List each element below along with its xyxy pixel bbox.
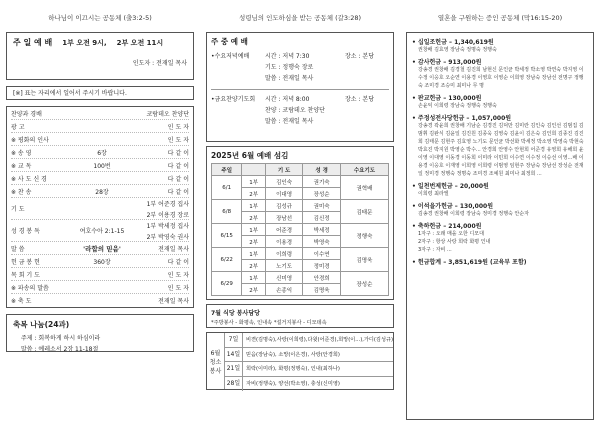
friday-rows bbox=[211, 89, 389, 126]
weekday-row bbox=[211, 72, 389, 83]
offering-item bbox=[412, 93, 588, 110]
roster-bible: 박세정 bbox=[303, 224, 341, 236]
offering-title: • 감사헌금 – 913,000원 bbox=[412, 59, 482, 66]
roster-date: 6/1 bbox=[212, 176, 242, 200]
order-item-person bbox=[133, 257, 189, 266]
cleaning-detail: 희락(이미라), 화평(정행숙), 인내(최하나) bbox=[245, 366, 340, 373]
order-item-name: ※ 사 도 신 경 bbox=[11, 175, 47, 183]
order-item-name: 성 경 봉 독 bbox=[11, 228, 40, 235]
roster-prayer: 이용경 bbox=[265, 236, 303, 248]
order-person-1: 인 도 자 bbox=[167, 136, 189, 144]
offering-body: 손윤익 이희령 장남숙 정행숙 정행숙 bbox=[418, 103, 497, 109]
standing-note: [※] 표는 자리에서 일어서 주시기 바랍니다. bbox=[13, 90, 127, 97]
offering-item bbox=[412, 113, 588, 178]
roster-part: 1부 bbox=[242, 272, 265, 284]
wednesday-rows bbox=[211, 50, 389, 83]
order-item-person bbox=[133, 244, 189, 253]
roster-row bbox=[212, 248, 389, 260]
weekday-place: 장소 : 본당 bbox=[345, 96, 375, 103]
cleaning-date: 21일 bbox=[225, 362, 243, 376]
order-item-person bbox=[133, 174, 189, 183]
roster-row bbox=[212, 224, 389, 236]
roster-part: 1부 bbox=[242, 224, 265, 236]
order-item-name: ※ 파송의 말씀 bbox=[11, 284, 49, 292]
offering-item bbox=[412, 257, 588, 266]
weekday-place: 장소 : 본당 bbox=[345, 53, 375, 60]
order-person-1: 전재일 목사 bbox=[158, 245, 189, 253]
order-item-person bbox=[133, 148, 189, 157]
offering-title: • 일천번제헌금 – 20,000원 bbox=[412, 183, 489, 190]
weekday-info: 말씀 : 전재일 목사 bbox=[265, 118, 314, 125]
weekday-info: 시간 : 저녁 7:30 bbox=[265, 53, 310, 60]
order-item-person bbox=[133, 122, 189, 131]
june-roster-table bbox=[211, 163, 389, 296]
order-of-service bbox=[6, 106, 194, 308]
order-row bbox=[11, 242, 189, 255]
cleaning-date: 7일 bbox=[225, 333, 243, 347]
order-person-1: 다 같 이 bbox=[167, 258, 189, 266]
offering-item bbox=[412, 201, 588, 218]
roster-prayer: 신미영 bbox=[265, 272, 303, 284]
offering-title: • 판교헌금 – 130,000원 bbox=[412, 95, 482, 102]
cleaning-row bbox=[225, 333, 393, 348]
june-roster-title: 2025년 6월 예배 섬김 bbox=[211, 151, 289, 160]
june-roster-box bbox=[206, 146, 394, 300]
cleaning-row bbox=[225, 348, 393, 363]
order-row bbox=[11, 120, 189, 133]
weekday-row bbox=[211, 93, 389, 104]
order-item-detail: 360장 bbox=[93, 258, 111, 266]
order-row bbox=[11, 268, 189, 281]
weekday-info: 기도 : 정행숙 장로 bbox=[265, 64, 314, 71]
roster-bible: 장성순 bbox=[303, 188, 341, 200]
weekday-info: 말씀 : 전재일 목사 bbox=[265, 75, 314, 82]
order-item-name: 헌 금 봉 헌 bbox=[11, 258, 40, 266]
offering-item bbox=[412, 57, 588, 90]
order-person-2: 2부 이용경 장로 bbox=[146, 211, 189, 219]
roster-prayer: 어준경 bbox=[265, 224, 303, 236]
order-item-name: ※ 교 독 bbox=[11, 162, 32, 170]
order-person-1: 다 같 이 bbox=[167, 188, 189, 196]
service-june-box bbox=[206, 332, 394, 390]
column-header: 성령님의 인도하심을 받는 공동체 (갈3:28) bbox=[238, 14, 362, 22]
order-row bbox=[11, 294, 189, 307]
order-row bbox=[11, 281, 189, 294]
order-person-1: 다 같 이 bbox=[167, 162, 189, 170]
order-item-person bbox=[133, 296, 189, 305]
blessing-topic: 주제 : 회복하게 하시 하심이라 bbox=[21, 335, 101, 342]
roster-bible: 권기숙 bbox=[303, 176, 341, 188]
order-item-person bbox=[133, 135, 189, 144]
order-item-detail: 100번 bbox=[93, 162, 111, 170]
weekday-service-name: •금요찬양기도회 bbox=[211, 96, 256, 103]
offering-body: 김송경 권창배 이희령 장남숙 정미경 정행숙 안순자 bbox=[418, 211, 529, 217]
weekday-row bbox=[211, 104, 389, 115]
offering-item bbox=[412, 37, 588, 54]
roster-part: 2부 bbox=[242, 260, 265, 272]
roster-row bbox=[212, 176, 389, 188]
roster-row bbox=[212, 272, 389, 284]
roster-part: 1부 bbox=[242, 248, 265, 260]
order-item-detail: 28장 bbox=[95, 188, 109, 196]
order-row bbox=[11, 133, 189, 146]
order-row bbox=[11, 255, 189, 268]
order-person-1: 인 도 자 bbox=[167, 271, 189, 279]
roster-bible: 이수연 bbox=[303, 248, 341, 260]
roster-prayer: 손종익 bbox=[265, 284, 303, 296]
weekday-worship-box bbox=[206, 32, 394, 142]
worship-time-1: 1부 오전 9시, bbox=[62, 38, 107, 47]
roster-part: 2부 bbox=[242, 236, 265, 248]
order-person-1: 1부 어준경 집사 bbox=[146, 200, 189, 208]
order-item-name: 기 도 bbox=[11, 206, 25, 213]
order-person-1: 인 도 자 bbox=[167, 123, 189, 131]
roster-wed-prayer: 김태문 bbox=[340, 200, 388, 224]
roster-prayer: 김성규 bbox=[265, 200, 303, 212]
roster-header-cell bbox=[242, 164, 265, 176]
weekday-row bbox=[211, 115, 389, 126]
worship-presider: 인도자 : 전재일 목사 bbox=[132, 60, 187, 67]
roster-part: 2부 bbox=[242, 212, 265, 224]
roster-wed-prayer: 김명욱 bbox=[340, 248, 388, 272]
offering-item bbox=[412, 221, 588, 254]
order-item-name: 광 고 bbox=[11, 123, 25, 131]
roster-header-cell: 수요기도 bbox=[340, 164, 388, 176]
roster-wed-prayer: 권혁배 bbox=[340, 176, 388, 200]
offering-title: • 축하헌금 – 214,000원 bbox=[412, 223, 482, 230]
service-july-line1: 7월 식당 봉사담당 bbox=[211, 310, 260, 317]
standing-note-box bbox=[6, 86, 194, 100]
roster-date: 6/8 bbox=[212, 200, 242, 224]
worship-time-2: 2부 오전 11시 bbox=[116, 38, 164, 47]
offering-title: • 십일조헌금 – 1,340,619원 bbox=[412, 39, 494, 46]
roster-header-cell: 기 도 bbox=[265, 164, 303, 176]
cleaning-date: 14일 bbox=[225, 348, 243, 362]
cleaning-detail: 믿음(장남숙), 소망(이은경), 사랑(안경희) bbox=[245, 351, 340, 358]
service-june-label: 6월 청소 봉사 bbox=[207, 333, 225, 389]
roster-part: 2부 bbox=[242, 284, 265, 296]
offering-body: 1자구 : 오래 매을 오한 디모대 2자구 : 항상 사랑 희락 화평 인내 3자구 : 자비 ... bbox=[418, 231, 491, 253]
weekday-info: 시간 : 저녁 8:00 bbox=[265, 96, 310, 103]
column-left bbox=[6, 14, 194, 352]
roster-date: 6/15 bbox=[212, 224, 242, 248]
roster-header-cell: 주일 bbox=[212, 164, 242, 176]
cleaning-row bbox=[225, 362, 393, 377]
roster-wed-prayer: 정행숙 bbox=[340, 224, 388, 248]
cleaning-detail: 비젼(김명숙),사랑(이희령),다윗(어준경),희망(이...),가디(김성규) bbox=[245, 337, 393, 344]
order-header-row bbox=[11, 107, 189, 120]
offering-body: 강송경 권창배 김경철 김진희 남현신 문인균 박세정 박소영 박연숙 박지영 이수정 이응호 오순연 이용경 이영호 이영순 이희영 장남숙 장남선 전명구 정행숙 조미경 조승미 최미나 무 명 bbox=[418, 67, 584, 89]
blessing-verse: 말씀 : 예레소서 2장 11-18절 bbox=[21, 346, 99, 353]
roster-part: 2부 bbox=[242, 188, 265, 200]
cleaning-detail: 자비(정행숙), 양선(박소영), 충성(신미영) bbox=[245, 381, 340, 388]
roster-bible: 안경희 bbox=[303, 272, 341, 284]
order-row bbox=[11, 159, 189, 172]
roster-prayer: 장남선 bbox=[265, 212, 303, 224]
weekday-row bbox=[211, 61, 389, 72]
offering-item bbox=[412, 181, 588, 198]
worship-title: 주 일 예 배 bbox=[13, 38, 53, 47]
order-item-name: ※ 송 영 bbox=[11, 149, 32, 157]
offering-body: 권창배 김효영 장남숙 정명숙 정행숙 bbox=[418, 47, 497, 53]
order-person-1: 1부 박세정 집사 bbox=[146, 222, 189, 230]
order-item-person bbox=[133, 270, 189, 279]
order-item-name: 목 회 기 도 bbox=[11, 271, 40, 279]
order-item-name: ※ 평화의 인사 bbox=[11, 136, 49, 144]
order-item-detail: '라합의 믿음' bbox=[83, 244, 121, 253]
order-header-part: 찬양과 경배 bbox=[11, 110, 42, 118]
order-item-person bbox=[133, 187, 189, 196]
weekday-row bbox=[211, 50, 389, 61]
order-item-detail: 6장 bbox=[97, 149, 107, 157]
order-item-name: 말 씀 bbox=[11, 245, 25, 253]
order-person-1: 인 도 자 bbox=[167, 284, 189, 292]
order-row bbox=[11, 220, 189, 242]
roster-date: 6/29 bbox=[212, 272, 242, 296]
offering-body: 강송경 곽윤희 권창배 기남순 김경진 김덕만 김미란 김인숙 김인선 김범집 김범휘 김완식 김윤일 김진원 김종욱 김영숙 김윤이 김은숙 김인희 김종진 김진희 김태문 김현주 김효영 노기도 문인균 박선화 박세정 박소영 박영숙 박현숙 박효진 박지원 박영순 박수... 안경희 안영수 안현희 어준경 유영희 유해희 윤이영 이대영 이동경 이동희 이미라 이민희 이수연 이수정 이승선 이영...배 이용경 이응호 이재영 이희영 이희령 이범영 임현주 장남숙 장남선 장성순 전재일 정미경 정행숙 정명숙 조미경 조예원 최미나 최정희 ... bbox=[418, 123, 584, 177]
roster-row bbox=[212, 200, 389, 212]
weekday-title: 주 중 예 배 bbox=[211, 37, 248, 46]
roster-prayer: 이희령 bbox=[265, 248, 303, 260]
column-middle bbox=[206, 14, 394, 390]
offering-body: 이희령 최라엘 bbox=[418, 191, 449, 197]
offerings-box bbox=[406, 32, 594, 420]
order-person-1: 다 같 이 bbox=[167, 175, 189, 183]
offering-title: • 헌금합계 – 3,851,619원 (교육부 포함) bbox=[412, 259, 527, 266]
roster-header-cell: 성 경 bbox=[303, 164, 341, 176]
order-item-detail: 여호수아 2:1-15 bbox=[79, 228, 125, 235]
roster-prayer: 이대영 bbox=[265, 188, 303, 200]
blessing-title: 축복 나눔(24과) bbox=[13, 320, 70, 329]
roster-bible: 정미경 bbox=[303, 260, 341, 272]
service-july-box bbox=[206, 304, 394, 328]
column-header: 하나님이 이끄시는 공동체 (출3:2-5) bbox=[48, 14, 152, 22]
roster-bible: 권미숙 bbox=[303, 200, 341, 212]
order-row bbox=[11, 146, 189, 159]
roster-part: 1부 bbox=[242, 200, 265, 212]
offering-title: • 주정성전사당헌금 – 1,057,000원 bbox=[412, 115, 512, 122]
order-item-person bbox=[133, 199, 189, 219]
order-item-name: ※ 찬 송 bbox=[11, 188, 32, 196]
order-item-person bbox=[133, 283, 189, 292]
weekday-service-name: •수요저녁예배 bbox=[211, 53, 250, 60]
order-person-2: 2부 박영숙 권사 bbox=[146, 233, 189, 241]
roster-date: 6/22 bbox=[212, 248, 242, 272]
weekday-info: 찬양 : 코람데오 찬양단 bbox=[265, 107, 325, 114]
roster-bible: 박영숙 bbox=[303, 236, 341, 248]
service-july-line2: *주방봉사 - 화평속, 인내속 *설거지봉사 - 디모데속 bbox=[211, 320, 327, 326]
order-row bbox=[11, 185, 189, 198]
roster-bible: 김신정 bbox=[303, 212, 341, 224]
offering-title: • 이석을가헌금 – 130,000원 bbox=[412, 203, 494, 210]
roster-part: 1부 bbox=[242, 176, 265, 188]
roster-wed-prayer: 장성순 bbox=[340, 272, 388, 296]
roster-prayer: 김인숙 bbox=[265, 176, 303, 188]
cleaning-row bbox=[225, 377, 393, 392]
order-row bbox=[11, 198, 189, 220]
order-header-leader: 코람데오 찬양단 bbox=[146, 110, 189, 118]
order-item-name: ※ 축 도 bbox=[11, 298, 32, 305]
column-right bbox=[406, 14, 594, 420]
worship-main-box bbox=[6, 32, 194, 80]
roster-bible: 김명욱 bbox=[303, 284, 341, 296]
cleaning-date: 28일 bbox=[225, 377, 243, 392]
blessing-box bbox=[6, 314, 194, 352]
order-person-1: 전재일 목사 bbox=[158, 298, 189, 305]
roster-prayer: 노기도 bbox=[265, 260, 303, 272]
order-item-person bbox=[133, 161, 189, 170]
order-row bbox=[11, 172, 189, 185]
column-header: 열혼을 구원하는 증인 공동체 (막16:15-20) bbox=[437, 14, 563, 22]
order-person-1: 다 같 이 bbox=[167, 149, 189, 157]
order-item-person bbox=[133, 221, 189, 241]
